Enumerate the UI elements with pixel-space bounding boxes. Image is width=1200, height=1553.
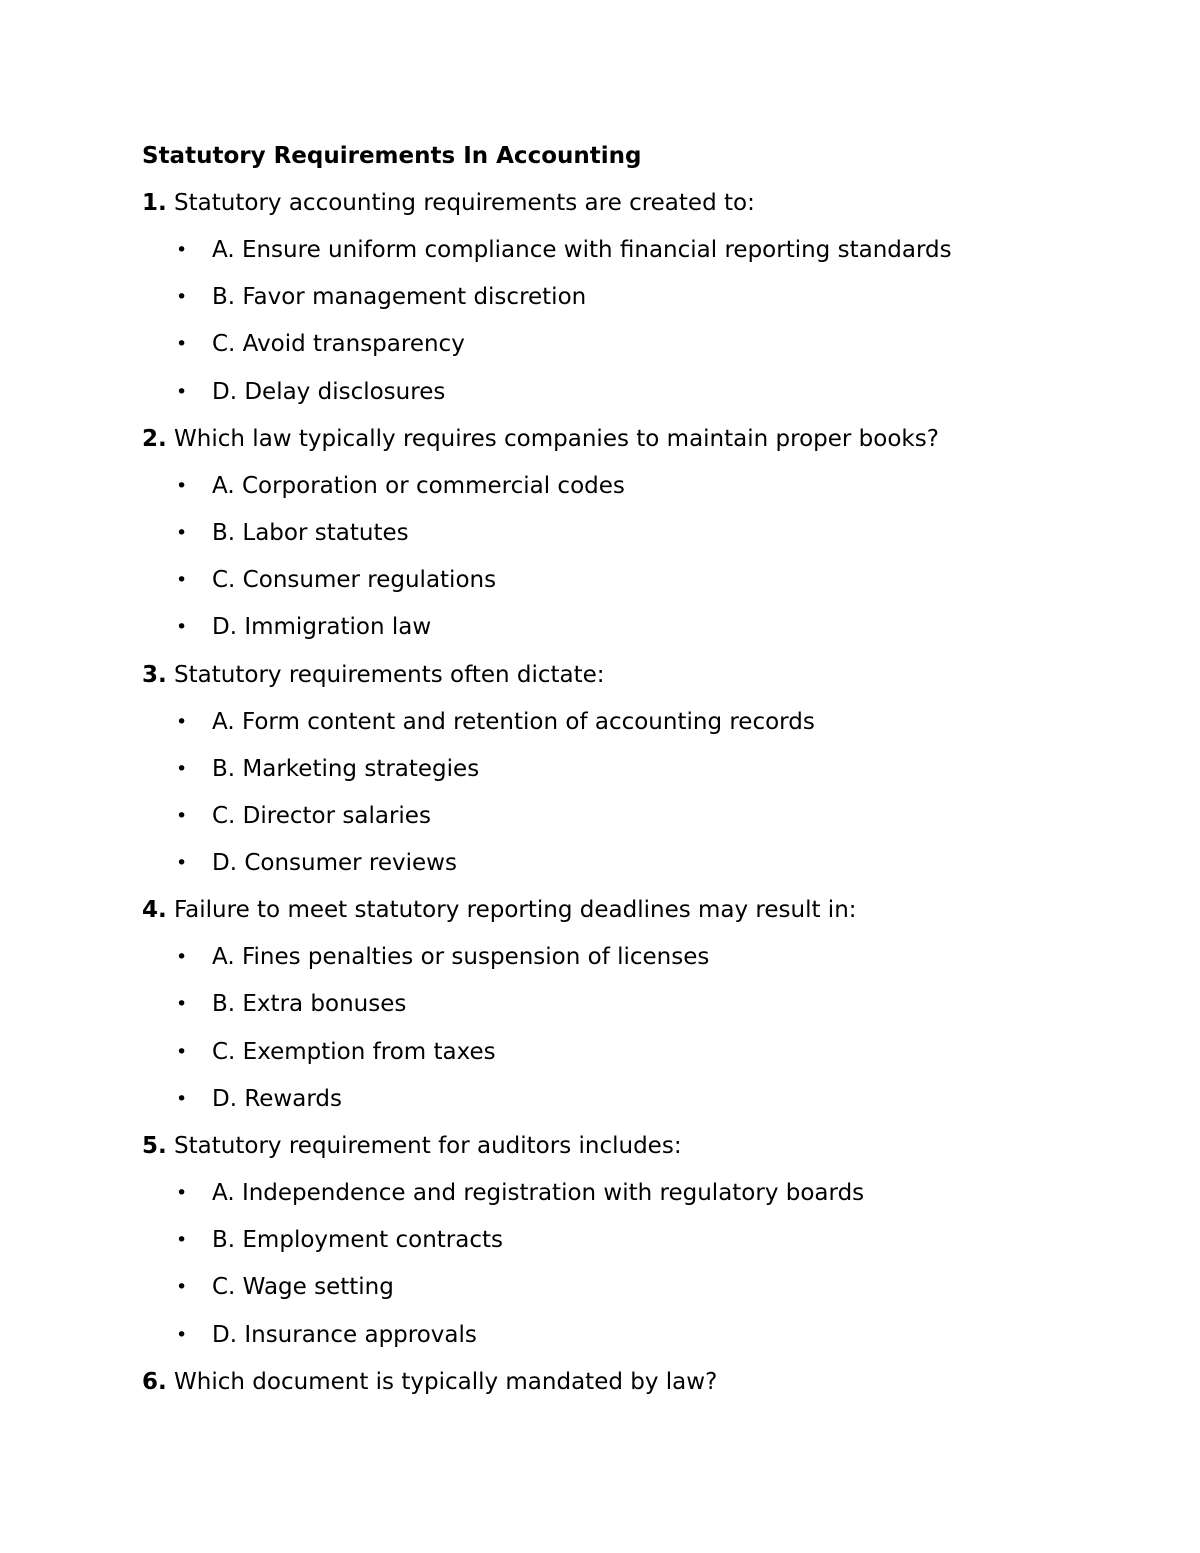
option-label: C. Director salaries bbox=[212, 802, 431, 829]
option-item bbox=[142, 611, 1200, 643]
question-number: 1. bbox=[142, 190, 167, 216]
option-item bbox=[142, 988, 1200, 1020]
bullet-icon: • bbox=[176, 1087, 188, 1110]
bullet-icon: • bbox=[176, 239, 188, 261]
question-prompt: Statutory accounting requirements are created to: bbox=[166, 190, 755, 216]
option-item bbox=[142, 1177, 1200, 1209]
bullet-icon: • bbox=[176, 710, 188, 733]
bullet-icon: • bbox=[176, 1040, 188, 1063]
bullet-icon: • bbox=[176, 1323, 188, 1346]
question-prompt: Which document is typically mandated by law? bbox=[166, 1368, 718, 1395]
option-label: D. Rewards bbox=[212, 1085, 342, 1112]
question-text bbox=[142, 659, 1200, 691]
option-label: B. Extra bonuses bbox=[212, 991, 407, 1018]
question-number: 2. bbox=[142, 425, 167, 452]
bullet-icon: • bbox=[176, 474, 188, 497]
option-label: D. Delay disclosures bbox=[212, 378, 446, 405]
option-item bbox=[142, 1036, 1200, 1068]
option-item bbox=[142, 941, 1200, 973]
option-item bbox=[142, 328, 1200, 360]
question-prompt: Statutory requirement for auditors includes: bbox=[166, 1133, 682, 1159]
option-item bbox=[142, 847, 1200, 879]
option-label: C. Exemption from taxes bbox=[212, 1038, 496, 1065]
option-label: B. Marketing strategies bbox=[212, 755, 480, 782]
question-prompt: Failure to meet statutory reporting deadlines may result in: bbox=[166, 897, 857, 924]
option-label: A. Corporation or commercial codes bbox=[212, 472, 625, 499]
option-item bbox=[142, 800, 1200, 832]
bullet-icon: • bbox=[176, 946, 188, 969]
question-number: 3. bbox=[142, 661, 167, 688]
option-item bbox=[142, 1271, 1200, 1303]
option-label: B. Employment contracts bbox=[212, 1227, 503, 1254]
document-title: Statutory Requirements In Accounting bbox=[142, 143, 642, 169]
option-item bbox=[142, 753, 1200, 785]
bullet-icon: • bbox=[176, 852, 188, 875]
question-number: 4. bbox=[142, 897, 167, 924]
question-number: 6. bbox=[142, 1368, 167, 1395]
option-item bbox=[142, 1083, 1200, 1115]
question-prompt: Which law typically requires companies to maintain proper books? bbox=[166, 425, 939, 452]
question-6 bbox=[142, 1366, 1200, 1398]
option-label: A. Independence and registration with regulatory boards bbox=[212, 1180, 865, 1206]
bullet-icon: • bbox=[176, 1182, 188, 1204]
option-item bbox=[142, 564, 1200, 596]
bullet-icon: • bbox=[176, 286, 188, 309]
option-label: C. Consumer regulations bbox=[212, 567, 497, 594]
option-label: A. Fines penalties or suspension of licenses bbox=[212, 944, 710, 971]
option-label: B. Labor statutes bbox=[212, 519, 409, 546]
question-3 bbox=[142, 659, 1200, 880]
bullet-icon: • bbox=[176, 333, 188, 356]
question-text bbox=[142, 894, 1200, 926]
question-text bbox=[142, 1366, 1200, 1398]
question-1 bbox=[142, 187, 1200, 408]
bullet-icon: • bbox=[176, 1229, 188, 1252]
option-label: D. Immigration law bbox=[212, 614, 432, 641]
option-label: A. Form content and retention of accounting records bbox=[212, 708, 815, 735]
bullet-icon: • bbox=[176, 569, 188, 592]
option-list bbox=[142, 1177, 1200, 1351]
option-item bbox=[142, 376, 1200, 408]
option-item bbox=[142, 281, 1200, 313]
bullet-icon: • bbox=[176, 993, 188, 1016]
option-label: B. Favor management discretion bbox=[212, 284, 587, 311]
bullet-icon: • bbox=[176, 380, 188, 403]
bullet-icon: • bbox=[176, 804, 188, 827]
question-5 bbox=[142, 1130, 1200, 1351]
question-text bbox=[142, 187, 1200, 219]
option-item bbox=[142, 517, 1200, 549]
bullet-icon: • bbox=[176, 521, 188, 544]
bullet-icon: • bbox=[176, 757, 188, 780]
question-prompt: Statutory requirements often dictate: bbox=[166, 661, 605, 688]
option-label: D. Consumer reviews bbox=[212, 850, 457, 877]
option-label: C. Avoid transparency bbox=[212, 331, 465, 358]
option-label: D. Insurance approvals bbox=[212, 1321, 477, 1348]
question-number: 5. bbox=[142, 1133, 167, 1159]
option-item bbox=[142, 1224, 1200, 1256]
option-list bbox=[142, 234, 1200, 408]
option-item bbox=[142, 470, 1200, 502]
bullet-icon: • bbox=[176, 616, 188, 639]
option-item bbox=[142, 706, 1200, 738]
question-2 bbox=[142, 423, 1200, 644]
option-label: A. Ensure uniform compliance with financial reporting standards bbox=[212, 237, 952, 263]
option-list bbox=[142, 706, 1200, 880]
bullet-icon: • bbox=[176, 1276, 188, 1299]
option-label: C. Wage setting bbox=[212, 1274, 394, 1301]
option-list bbox=[142, 941, 1200, 1115]
option-item bbox=[142, 1319, 1200, 1351]
option-list bbox=[142, 470, 1200, 644]
question-text bbox=[142, 423, 1200, 455]
option-item bbox=[142, 234, 1200, 266]
question-text bbox=[142, 1130, 1200, 1162]
question-4 bbox=[142, 894, 1200, 1115]
